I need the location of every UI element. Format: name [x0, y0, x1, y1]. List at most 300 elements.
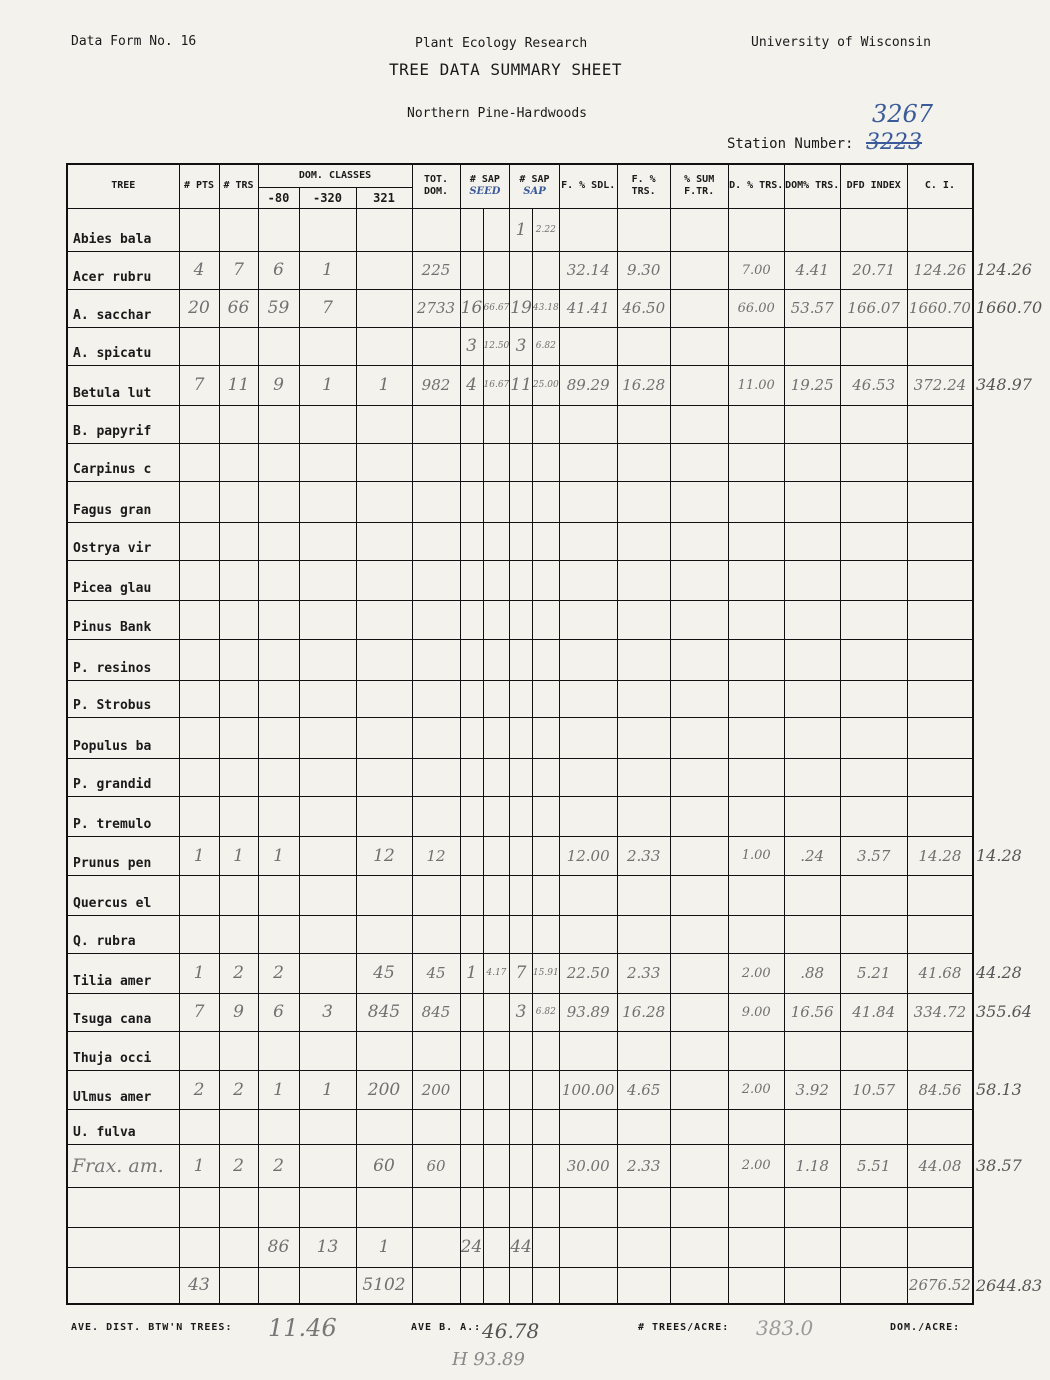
cell-f-trs — [617, 796, 670, 836]
cell-dom-320 — [299, 836, 356, 875]
cell-sap2-count — [510, 1187, 533, 1227]
cell-d-trs — [728, 600, 784, 639]
tree-name: P. grandid — [67, 758, 179, 796]
cell-tot-dom — [412, 717, 460, 758]
cell-dom-321: 845 — [356, 993, 412, 1031]
cell-dom-80 — [258, 717, 299, 758]
tree-name: Quercus el — [67, 875, 179, 915]
cell-d-trs — [728, 796, 784, 836]
cell-dom-320 — [299, 1187, 356, 1227]
cell-ci: 124.26 — [907, 251, 973, 289]
cell-trs: 11 — [219, 365, 258, 405]
cell-f-trs: 16.28 — [617, 365, 670, 405]
cell-sap2-pct — [532, 915, 559, 953]
ave-dist-label: AVE. DIST. BTW'N TREES: — [71, 1322, 233, 1333]
cell-trs — [219, 1227, 258, 1267]
cell-sap1-count — [460, 836, 483, 875]
cell-sap1-count: 16 — [460, 289, 483, 327]
table-row — [67, 758, 973, 796]
cell-tot-dom — [412, 1267, 460, 1304]
cell-trs: 66 — [219, 289, 258, 327]
tree-name: Carpinus c — [67, 443, 179, 481]
cell-pts: 7 — [179, 365, 219, 405]
col-tree: TREE — [67, 164, 179, 208]
cell-dfd-index — [840, 522, 907, 560]
cell-pts: 2 — [179, 1070, 219, 1109]
table-row — [67, 836, 973, 875]
cell-d-trs: 2.00 — [728, 1144, 784, 1187]
cell-sap2-pct — [532, 405, 559, 443]
tree-name: P. tremulo — [67, 796, 179, 836]
col-dom-classes: DOM. CLASSES — [258, 164, 412, 187]
cell-sap1-pct — [483, 717, 510, 758]
cell-sap2-count — [510, 680, 533, 717]
station-number-label: Station Number: — [727, 136, 854, 152]
cell-dom-320 — [299, 875, 356, 915]
cell-sap1-pct — [483, 1267, 510, 1304]
cell-dom-321: 5102 — [356, 1267, 412, 1304]
table-row — [67, 251, 973, 289]
cell-f-sdl — [559, 680, 617, 717]
trees-acre-label: # TREES/ACRE: — [638, 1322, 730, 1333]
cell-sap1-pct — [483, 600, 510, 639]
cell-tot-dom — [412, 875, 460, 915]
cell-sap1-count — [460, 758, 483, 796]
table-row — [67, 1031, 973, 1070]
cell-trs — [219, 1267, 258, 1304]
cell-sum-ftr — [670, 289, 728, 327]
table-row — [67, 1187, 973, 1227]
cell-tot-dom — [412, 481, 460, 522]
cell-sap1-pct — [483, 915, 510, 953]
table-row — [67, 208, 973, 251]
col-sum-ftr: % SUM F.TR. — [670, 164, 728, 208]
cell-tot-dom — [412, 522, 460, 560]
cell-f-sdl — [559, 915, 617, 953]
cell-d-trs — [728, 560, 784, 600]
cell-sap2-pct — [532, 1187, 559, 1227]
cell-f-trs — [617, 1187, 670, 1227]
cell-sap1-pct — [483, 208, 510, 251]
cell-dom-320 — [299, 522, 356, 560]
cell-sum-ftr — [670, 953, 728, 993]
cell-pts — [179, 875, 219, 915]
cell-sum-ftr — [670, 717, 728, 758]
cell-ci: 41.68 — [907, 953, 973, 993]
cell-dom-320: 7 — [299, 289, 356, 327]
table-row — [67, 875, 973, 915]
cell-dom-trs — [784, 717, 840, 758]
cell-dom-80: 6 — [258, 251, 299, 289]
cell-pts — [179, 1109, 219, 1144]
tree-name: Frax. am. — [67, 1144, 179, 1187]
cell-sum-ftr — [670, 522, 728, 560]
cell-ci: 2676.52 — [907, 1267, 973, 1304]
cell-sap1-count: 1 — [460, 953, 483, 993]
cell-sap2-count: 19 — [510, 289, 533, 327]
cell-sap1-count — [460, 639, 483, 680]
cell-ci — [907, 758, 973, 796]
margin-note-ci: 58.13 — [976, 1079, 1022, 1099]
cell-trs — [219, 481, 258, 522]
tree-name: Populus ba — [67, 717, 179, 758]
cell-sap2-count — [510, 758, 533, 796]
cell-tot-dom — [412, 639, 460, 680]
cell-d-trs — [728, 1227, 784, 1267]
cell-trs — [219, 1031, 258, 1070]
cell-sap2-pct — [532, 1267, 559, 1304]
cell-sap2-pct — [532, 1070, 559, 1109]
cell-dom-321: 12 — [356, 836, 412, 875]
cell-sap1-count — [460, 1267, 483, 1304]
cell-d-trs — [728, 405, 784, 443]
tree-name: Abies bala — [67, 208, 179, 251]
col-f-trs: F. % TRS. — [617, 164, 670, 208]
cell-sap2-count — [510, 796, 533, 836]
cell-sap2-count — [510, 1031, 533, 1070]
cell-f-trs — [617, 560, 670, 600]
cell-dom-trs — [784, 1031, 840, 1070]
table-row — [67, 953, 973, 993]
cell-sum-ftr — [670, 208, 728, 251]
cell-dom-321 — [356, 405, 412, 443]
col-d-trs: D. % TRS. — [728, 164, 784, 208]
cell-dom-80: 2 — [258, 1144, 299, 1187]
cell-sap1-pct — [483, 639, 510, 680]
cell-f-sdl: 22.50 — [559, 953, 617, 993]
cell-f-trs — [617, 600, 670, 639]
tree-name: Betula lut — [67, 365, 179, 405]
ave-ba-value: 46.78 — [482, 1319, 540, 1343]
cell-dom-trs — [784, 1267, 840, 1304]
cell-tot-dom: 225 — [412, 251, 460, 289]
cell-sap2-pct — [532, 600, 559, 639]
cell-dom-80: 86 — [258, 1227, 299, 1267]
cell-ci — [907, 443, 973, 481]
sheet-subtitle: Northern Pine-Hardwoods — [407, 106, 588, 121]
cell-sum-ftr — [670, 1144, 728, 1187]
cell-dom-80: 1 — [258, 836, 299, 875]
cell-dom-321 — [356, 327, 412, 365]
cell-f-sdl — [559, 1267, 617, 1304]
cell-trs — [219, 796, 258, 836]
cell-pts — [179, 208, 219, 251]
cell-sap1-count — [460, 1109, 483, 1144]
cell-sum-ftr — [670, 1109, 728, 1144]
cell-ci — [907, 560, 973, 600]
cell-sap1-count — [460, 875, 483, 915]
cell-sap2-pct — [532, 1227, 559, 1267]
cell-d-trs — [728, 915, 784, 953]
cell-trs: 7 — [219, 251, 258, 289]
cell-tot-dom — [412, 758, 460, 796]
cell-dom-80 — [258, 481, 299, 522]
cell-dom-trs — [784, 758, 840, 796]
cell-pts: 1 — [179, 836, 219, 875]
margin-note-ci: 355.64 — [976, 1002, 1032, 1021]
cell-trs: 2 — [219, 1144, 258, 1187]
cell-sap1-pct — [483, 1187, 510, 1227]
cell-dfd-index — [840, 680, 907, 717]
cell-f-trs — [617, 717, 670, 758]
cell-f-sdl: 100.00 — [559, 1070, 617, 1109]
cell-dom-321 — [356, 796, 412, 836]
cell-sap2-count: 11 — [510, 365, 533, 405]
cell-trs — [219, 875, 258, 915]
cell-dfd-index — [840, 639, 907, 680]
cell-sap1-count: 3 — [460, 327, 483, 365]
table-row — [67, 1267, 973, 1304]
cell-trs: 2 — [219, 1070, 258, 1109]
cell-pts — [179, 327, 219, 365]
cell-dfd-index — [840, 875, 907, 915]
margin-note-ci: 38.57 — [976, 1155, 1022, 1175]
cell-dom-trs — [784, 915, 840, 953]
tree-name: Pinus Bank — [67, 600, 179, 639]
cell-dom-321 — [356, 680, 412, 717]
cell-dom-321 — [356, 522, 412, 560]
cell-dom-321 — [356, 1109, 412, 1144]
cell-f-trs: 16.28 — [617, 993, 670, 1031]
cell-dom-trs — [784, 796, 840, 836]
cell-pts — [179, 560, 219, 600]
cell-dom-80: 1 — [258, 1070, 299, 1109]
cell-trs — [219, 600, 258, 639]
table-row — [67, 915, 973, 953]
cell-dom-320 — [299, 1267, 356, 1304]
cell-d-trs: 9.00 — [728, 993, 784, 1031]
cell-dom-320 — [299, 758, 356, 796]
cell-dfd-index — [840, 443, 907, 481]
cell-sap2-pct — [532, 875, 559, 915]
cell-trs — [219, 560, 258, 600]
cell-dom-80 — [258, 1187, 299, 1227]
cell-sum-ftr — [670, 836, 728, 875]
cell-dom-320: 1 — [299, 365, 356, 405]
cell-pts: 43 — [179, 1267, 219, 1304]
cell-dom-320 — [299, 1109, 356, 1144]
cell-trs — [219, 1187, 258, 1227]
tree-name: Tsuga cana — [67, 993, 179, 1031]
cell-ci: 372.24 — [907, 365, 973, 405]
cell-f-sdl — [559, 717, 617, 758]
cell-dfd-index — [840, 1227, 907, 1267]
cell-sap2-count: 1 — [510, 208, 533, 251]
cell-ci: 84.56 — [907, 1070, 973, 1109]
cell-tot-dom — [412, 1031, 460, 1070]
col-dc-80: -80 — [258, 187, 299, 208]
col-f-sdl: F. % SDL. — [559, 164, 617, 208]
cell-f-trs — [617, 758, 670, 796]
cell-sap2-count — [510, 443, 533, 481]
cell-dom-321 — [356, 1031, 412, 1070]
cell-sap1-count — [460, 481, 483, 522]
cell-dom-trs: 1.18 — [784, 1144, 840, 1187]
cell-sum-ftr — [670, 1227, 728, 1267]
cell-f-sdl: 30.00 — [559, 1144, 617, 1187]
cell-f-sdl — [559, 481, 617, 522]
cell-sap1-count — [460, 600, 483, 639]
cell-dom-trs — [784, 560, 840, 600]
cell-trs: 9 — [219, 993, 258, 1031]
cell-ci — [907, 1109, 973, 1144]
cell-sap1-count — [460, 405, 483, 443]
cell-sap2-pct — [532, 758, 559, 796]
cell-sap1-pct — [483, 1070, 510, 1109]
margin-note-ci: 2644.83 — [976, 1275, 1043, 1295]
cell-dom-80 — [258, 1109, 299, 1144]
table-row — [67, 481, 973, 522]
ave-ba-label: AVE B. A.: — [411, 1322, 482, 1333]
cell-dom-trs — [784, 639, 840, 680]
cell-dom-trs — [784, 208, 840, 251]
cell-d-trs — [728, 327, 784, 365]
cell-pts — [179, 796, 219, 836]
cell-f-sdl — [559, 208, 617, 251]
margin-note-ci: 124.26 — [976, 260, 1032, 279]
table-row — [67, 443, 973, 481]
cell-dom-320 — [299, 717, 356, 758]
station-number-handwritten: 3267 — [872, 100, 934, 128]
cell-tot-dom — [412, 405, 460, 443]
cell-sap1-count — [460, 443, 483, 481]
cell-f-sdl — [559, 1227, 617, 1267]
cell-trs — [219, 522, 258, 560]
cell-sap1-pct — [483, 560, 510, 600]
cell-sum-ftr — [670, 1267, 728, 1304]
cell-f-sdl — [559, 560, 617, 600]
tree-name: Tilia amer — [67, 953, 179, 993]
cell-dfd-index: 166.07 — [840, 289, 907, 327]
cell-trs — [219, 405, 258, 443]
cell-dom-trs — [784, 481, 840, 522]
cell-f-sdl — [559, 443, 617, 481]
cell-sap2-pct — [532, 836, 559, 875]
col-trs: # TRS — [219, 164, 258, 208]
cell-dom-320 — [299, 405, 356, 443]
cell-dfd-index — [840, 758, 907, 796]
cell-dom-320 — [299, 639, 356, 680]
cell-pts — [179, 915, 219, 953]
cell-dom-320 — [299, 560, 356, 600]
cell-ci: 14.28 — [907, 836, 973, 875]
cell-dfd-index: 3.57 — [840, 836, 907, 875]
cell-pts — [179, 758, 219, 796]
cell-dfd-index — [840, 1267, 907, 1304]
cell-dom-80 — [258, 522, 299, 560]
cell-sap2-pct: 6.82 — [532, 327, 559, 365]
cell-d-trs: 2.00 — [728, 1070, 784, 1109]
cell-sap2-count — [510, 1070, 533, 1109]
cell-dom-321 — [356, 251, 412, 289]
cell-sap1-count — [460, 522, 483, 560]
cell-tot-dom — [412, 915, 460, 953]
cell-dom-80 — [258, 915, 299, 953]
cell-sap1-pct — [483, 481, 510, 522]
cell-sap2-count — [510, 251, 533, 289]
cell-ci — [907, 1227, 973, 1267]
cell-dom-320: 1 — [299, 251, 356, 289]
cell-f-sdl — [559, 327, 617, 365]
cell-dfd-index: 5.21 — [840, 953, 907, 993]
cell-sap1-pct — [483, 405, 510, 443]
cell-dom-80 — [258, 639, 299, 680]
cell-dom-321 — [356, 600, 412, 639]
cell-sap1-count — [460, 1187, 483, 1227]
cell-f-trs — [617, 405, 670, 443]
cell-sap2-pct: 6.82 — [532, 993, 559, 1031]
cell-d-trs — [728, 1267, 784, 1304]
col-tot-dom: TOT. DOM. — [412, 164, 460, 208]
cell-dom-trs — [784, 1109, 840, 1144]
cell-dom-80 — [258, 875, 299, 915]
cell-sap2-pct — [532, 796, 559, 836]
cell-dfd-index — [840, 796, 907, 836]
cell-dom-trs: .88 — [784, 953, 840, 993]
cell-dfd-index: 20.71 — [840, 251, 907, 289]
col-ci: C. I. — [907, 164, 973, 208]
cell-ci — [907, 875, 973, 915]
cell-dom-321: 1 — [356, 365, 412, 405]
cell-f-trs: 2.33 — [617, 953, 670, 993]
cell-sap1-count — [460, 251, 483, 289]
cell-f-sdl — [559, 1187, 617, 1227]
cell-sap2-count — [510, 1144, 533, 1187]
cell-sum-ftr — [670, 405, 728, 443]
cell-sum-ftr — [670, 600, 728, 639]
tree-name: Ulmus amer — [67, 1070, 179, 1109]
cell-tot-dom: 2733 — [412, 289, 460, 327]
cell-sap1-pct — [483, 1144, 510, 1187]
cell-f-trs — [617, 1031, 670, 1070]
table-row — [67, 289, 973, 327]
tree-rows — [67, 208, 973, 1304]
cell-sum-ftr — [670, 443, 728, 481]
table-row — [67, 680, 973, 717]
cell-sap1-pct — [483, 680, 510, 717]
cell-pts — [179, 481, 219, 522]
cell-sum-ftr — [670, 560, 728, 600]
cell-f-trs: 2.33 — [617, 1144, 670, 1187]
cell-sap2-pct — [532, 717, 559, 758]
cell-dom-trs — [784, 405, 840, 443]
cell-pts — [179, 600, 219, 639]
cell-dom-320 — [299, 953, 356, 993]
cell-f-sdl: 89.29 — [559, 365, 617, 405]
university: University of Wisconsin — [751, 35, 932, 50]
cell-pts — [179, 522, 219, 560]
cell-tot-dom — [412, 1187, 460, 1227]
table-row — [67, 1109, 973, 1144]
cell-sap1-pct — [483, 443, 510, 481]
cell-ci — [907, 208, 973, 251]
cell-f-trs — [617, 639, 670, 680]
cell-f-sdl: 32.14 — [559, 251, 617, 289]
cell-sap1-count — [460, 1070, 483, 1109]
cell-sap2-count — [510, 405, 533, 443]
tree-name: U. fulva — [67, 1109, 179, 1144]
tree-name: P. Strobus — [67, 680, 179, 717]
cell-dfd-index — [840, 717, 907, 758]
cell-dfd-index: 5.51 — [840, 1144, 907, 1187]
cell-sap2-pct — [532, 481, 559, 522]
cell-sap1-pct — [483, 796, 510, 836]
cell-pts — [179, 1227, 219, 1267]
cell-dom-trs — [784, 327, 840, 365]
cell-dom-80 — [258, 443, 299, 481]
cell-dom-321: 1 — [356, 1227, 412, 1267]
cell-f-trs — [617, 1227, 670, 1267]
